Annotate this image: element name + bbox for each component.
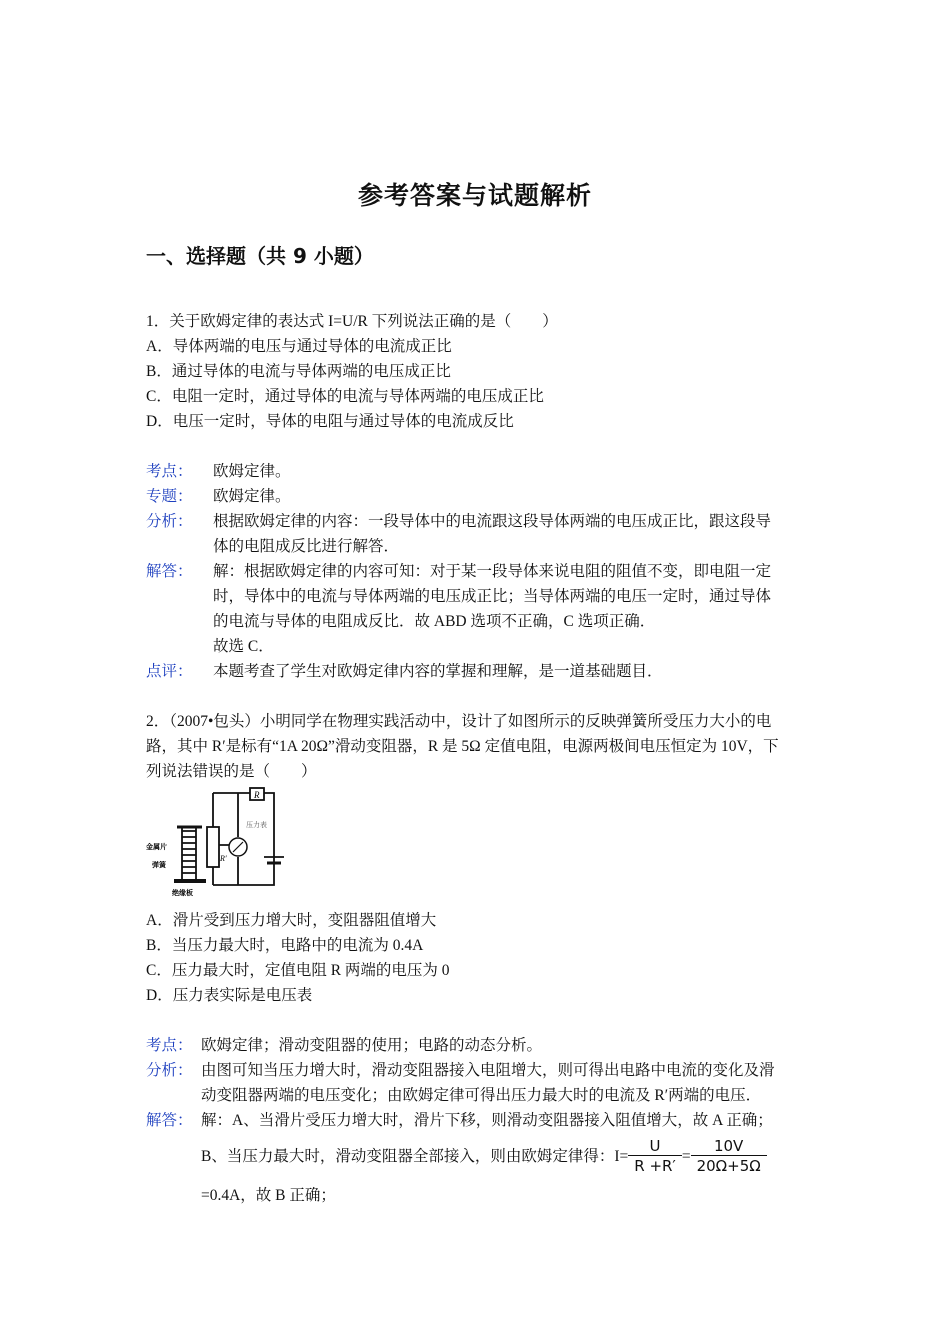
q1-kaodian-label: 考点： [146,463,193,480]
q2-jieda-line1: 解：A、当滑片受压力增大时，滑片下移，则滑动变阻器接入阻值增大，故 A 正确； [201,1112,773,1129]
q2-fenxi-line2: 动变阻器两端的电压变化；由欧姆定律可得出压力最大时的电流及 R′两端的电压． [201,1087,762,1104]
section-heading: 一、选择题（共 9 小题） [146,244,374,268]
q2-option-d: D．压力表实际是电压表 [146,987,313,1004]
q1-zhuanti-label: 专题： [146,488,193,505]
fraction-2-numerator: 10V [691,1137,767,1156]
q1-jieda-line1: 解：根据欧姆定律的内容可知：对于某一段导体来说电阻的阻值不变，即电阻一定 [213,563,772,580]
q2-kaodian-label: 考点： [146,1037,193,1054]
q1-jieda-label: 解答： [146,563,193,580]
q2-kaodian: 欧姆定律；滑动变阻器的使用；电路的动态分析。 [201,1037,543,1054]
q1-jieda-line4: 故选 C． [213,638,274,655]
fraction-u-over-r [628,1137,682,1176]
q2-option-c: C．压力最大时，定值电阻 R 两端的电压为 0 [146,962,450,979]
fig-label-rp: R′ [220,854,227,863]
q2-option-b: B．当压力最大时，电路中的电流为 0.4A [146,937,424,954]
q2-jieda-label: 解答： [146,1112,193,1129]
q2-stem-line2: 路，其中 R′是标有“1A 20Ω”滑动变阻器，R 是 5Ω 定值电阻，电源两极间电压恒定为 10V，下 [146,738,779,755]
q1-jieda-line3: 的电流与导体的电阻成反比．故 ABD 选项不正确，C 选项正确． [213,613,656,630]
q2-jieda-line3: =0.4A，故 B 正确； [201,1187,336,1204]
q1-option-d: D．电压一定时，导体的电阻与通过导体的电流成反比 [146,413,514,430]
q2-stem-line3: 列说法错误的是（ ） [146,763,317,780]
q1-fenxi-line1: 根据欧姆定律的内容：一段导体中的电流跟这段导体两端的电压成正比，跟这段导 [213,513,772,530]
fraction-2-denominator: 20Ω+5Ω [696,1156,761,1175]
q1-kaodian: 欧姆定律。 [213,463,291,480]
q1-zhuanti: 欧姆定律。 [213,488,291,505]
fig-label-metal: 金属片 [146,843,167,851]
q1-dianping: 本题考查了学生对欧姆定律内容的掌握和理解，是一道基础题目． [213,663,663,680]
q2-fenxi-label: 分析： [146,1062,193,1079]
fig-label-insulator: 绝缘板 [172,889,193,897]
q2-jieda-line2 [201,1134,767,1178]
fig-label-spring: 弹簧 [152,861,166,869]
page-title: 参考答案与试题解析 [357,181,592,210]
equals-sign: = [681,1147,691,1165]
q1-stem: 1．关于欧姆定律的表达式 I=U/R 下列说法正确的是（ ） [146,313,558,330]
fraction-values [691,1137,767,1176]
q2-jieda-line2-text: B、当压力最大时，滑动变阻器全部接入，则由欧姆定律得：I= [201,1147,629,1165]
q1-fenxi-label: 分析： [146,513,193,530]
q1-option-a: A．导体两端的电压与通过导体的电流成正比 [146,338,452,355]
circuit-diagram [146,787,286,897]
q1-fenxi-line2: 体的电阻成反比进行解答． [213,538,400,555]
fig-label-r: R [254,790,260,800]
q2-stem-line1: 2．（2007•包头）小明同学在物理实践活动中，设计了如图所示的反映弹簧所受压力大小的电 [146,713,772,730]
q1-jieda-line2: 时，导体中的电流与导体两端的电压成正比；当导体两端的电压一定时，通过导体 [213,588,772,605]
q1-option-b: B．通过导体的电流与导体两端的电压成正比 [146,363,451,380]
fraction-1-denominator: R +R′ [634,1156,676,1175]
q2-option-a: A．滑片受到压力增大时，变阻器阻值增大 [146,912,437,929]
q2-fenxi-line1: 由图可知当压力增大时，滑动变阻器接入电阻增大，则可得出电路中电流的变化及滑 [201,1062,775,1079]
fraction-1-numerator: U [628,1137,682,1156]
fig-label-meter: 压力表 [246,821,267,829]
q1-dianping-label: 点评： [146,663,193,680]
q1-option-c: C．电阻一定时，通过导体的电流与导体两端的电压成正比 [146,388,544,405]
